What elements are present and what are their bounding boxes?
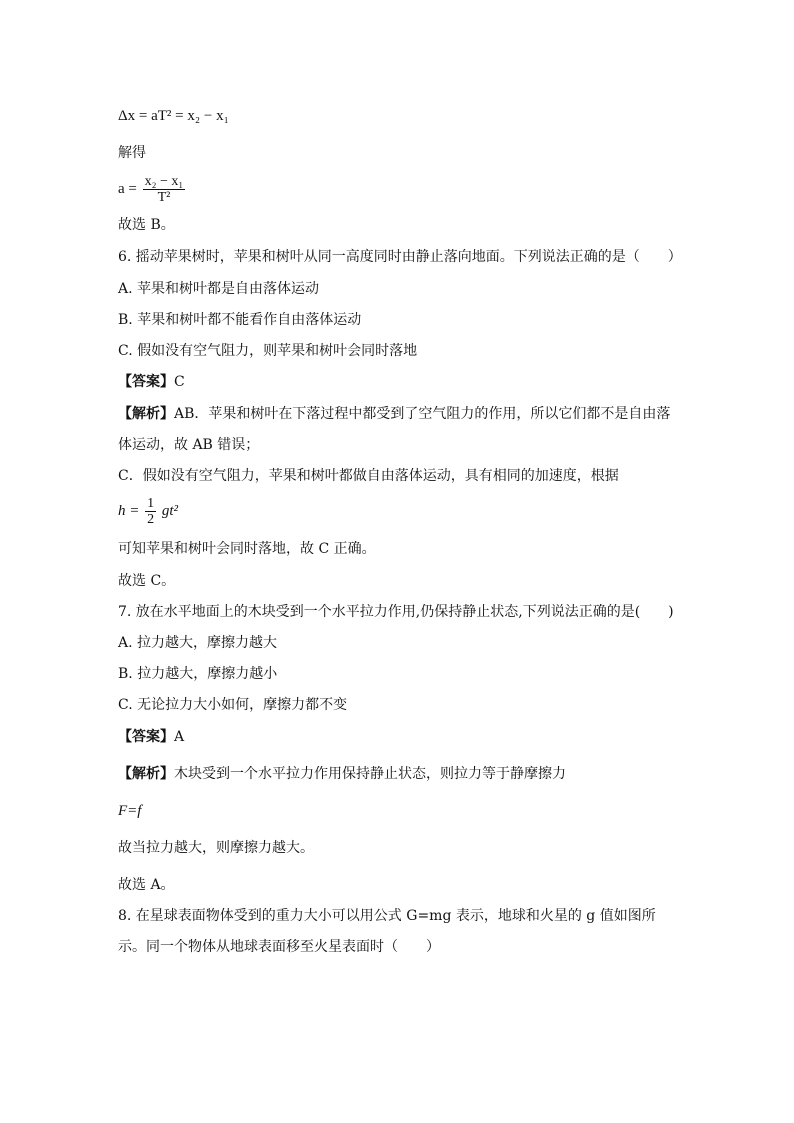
- q7-analysis-label: 【解析】: [118, 766, 174, 782]
- q7-analysis-line-1: [118, 764, 566, 784]
- q7-answer-value: A: [174, 729, 185, 745]
- q6-analysis-line-2: 体运动，故 AB 错误；: [118, 437, 260, 453]
- q6-formula: [118, 494, 178, 528]
- q6-analysis-line-4: 可知苹果和树叶会同时落地，故 C 正确。: [118, 541, 376, 557]
- q8-stem-line-1: 8. 在星球表面物体受到的重力大小可以用公式 G=mg 表示，地球和火星的 g 值如图所: [118, 908, 656, 924]
- q5-conclusion: 故选 B。: [118, 217, 175, 233]
- q5-eq2-fraction: [143, 174, 186, 206]
- q7-option-a: A. 拉力越大，摩擦力越大: [118, 635, 278, 651]
- q7-conclusion: 故选 A。: [118, 877, 175, 893]
- q6-analysis-line-3: C．假如没有空气阻力，苹果和树叶都做自由落体运动，具有相同的加速度，根据: [118, 468, 619, 484]
- q5-eq2-denominator: T²: [157, 189, 171, 205]
- q6-option-b: B. 苹果和树叶都不能看作自由落体运动: [118, 312, 362, 328]
- q6-option-a: A. 苹果和树叶都是自由落体运动: [118, 281, 320, 297]
- q5-equation-1: Δx = aT² = x₂ − x₁: [118, 108, 229, 124]
- q5-equation-2: [118, 172, 187, 206]
- q5-solve-label: 解得: [118, 145, 146, 161]
- q7-answer: [118, 727, 184, 747]
- q6-formula-rhs: gt²: [161, 503, 179, 519]
- q6-formula-fraction: [145, 496, 156, 528]
- q6-answer-value: C: [174, 374, 185, 390]
- q7-option-b: B. 拉力越大，摩擦力越小: [118, 666, 278, 682]
- q8-stem-line-2: 示。同一个物体从地球表面移至火星表面时（ ）: [118, 939, 440, 955]
- q7-analysis-line-2: 故当拉力越大，则摩擦力越大。: [118, 840, 314, 856]
- q7-analysis-text-1: 木块受到一个水平拉力作用保持静止状态，则拉力等于静摩擦力: [174, 766, 566, 782]
- q6-conclusion: 故选 C。: [118, 573, 176, 589]
- q6-option-c: C. 假如没有空气阻力，则苹果和树叶会同时落地: [118, 343, 418, 359]
- q6-stem: 6. 摇动苹果树时，苹果和树叶从同一高度同时由静止落向地面。下列说法正确的是（ ）: [118, 249, 682, 265]
- q6-answer-label: 【答案】: [118, 374, 174, 390]
- q7-answer-label: 【答案】: [118, 729, 174, 745]
- q7-stem: 7. 放在水平地面上的木块受到一个水平拉力作用,仍保持静止状态,下列说法正确的是( ): [118, 604, 674, 620]
- q7-formula: [118, 801, 141, 821]
- q6-analysis-label: 【解析】: [118, 406, 174, 422]
- q6-analysis-text-1: AB．苹果和树叶在下落过程中都受到了空气阻力的作用，所以它们都不是自由落: [174, 406, 671, 422]
- q5-eq2-numerator: x₂ − x₁: [144, 173, 184, 189]
- q6-analysis-line-1: [118, 404, 670, 424]
- q6-formula-lhs: h =: [118, 503, 140, 519]
- q7-formula-text: F=f: [118, 803, 142, 819]
- q5-eq2-lhs: a =: [118, 181, 137, 197]
- q6-answer: [118, 372, 185, 392]
- q6-formula-numerator: 1: [147, 495, 155, 511]
- q6-formula-denominator: 2: [147, 511, 155, 527]
- q7-option-c: C. 无论拉力大小如何，摩擦力都不变: [118, 697, 348, 713]
